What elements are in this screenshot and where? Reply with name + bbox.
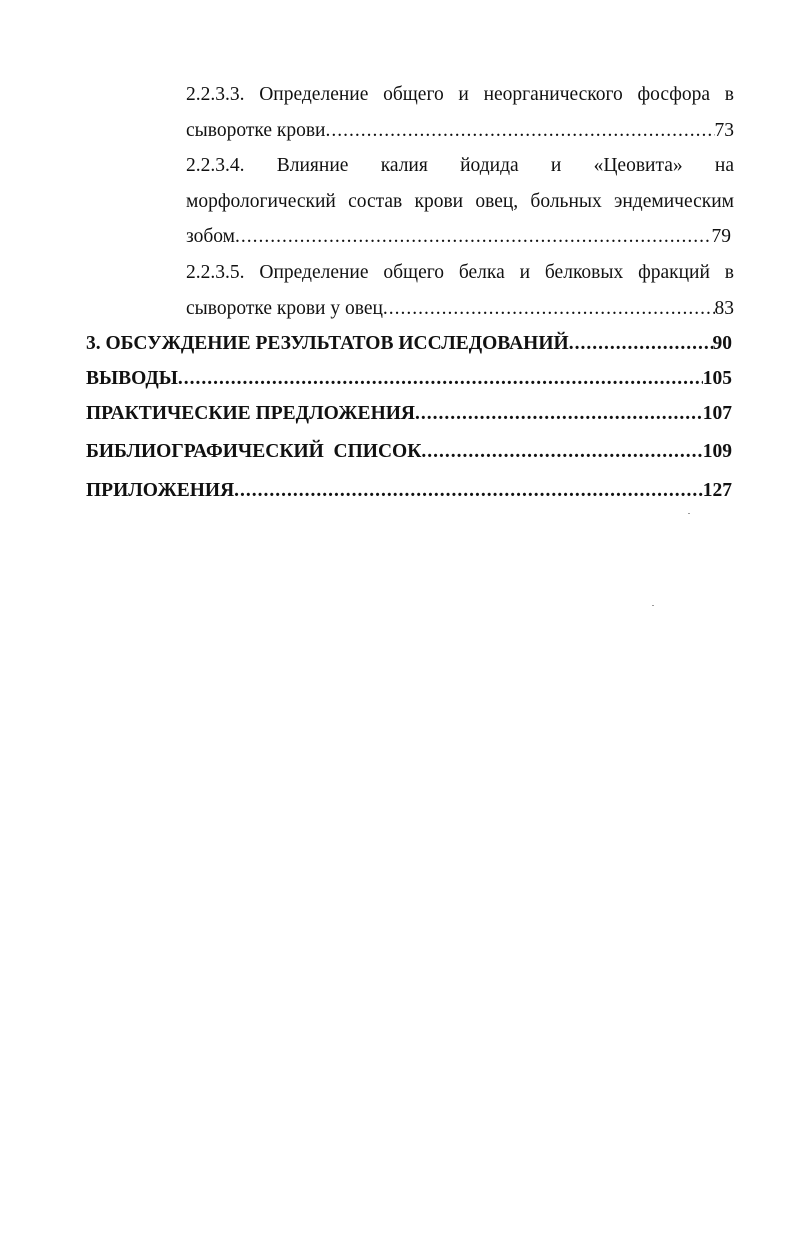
page-number: 107 [702,403,732,424]
dot-leader [234,473,703,509]
dot-leader [325,113,714,149]
scan-speck [688,513,690,514]
dot-leader [178,361,703,397]
toc-entry-title-line: 2.2.3.4. Влияние калия йодида и «Цеовита» на [186,155,734,176]
toc-entry-title-line: сыворотке крови [186,119,326,141]
toc-entry-discussion [86,326,732,362]
toc-entry-leader-line [86,326,732,362]
dot-leader [383,291,715,327]
dot-leader [235,219,712,255]
toc-entry-leader-line [186,219,731,255]
toc-entry-leader-line [86,473,732,509]
toc-entry-appendices [86,473,732,509]
toc-entry-2-2-3-4 [186,148,734,255]
page-number: 79 [711,226,731,247]
toc-entry-title-line: зобом [186,226,235,247]
scan-speck [652,605,654,606]
toc-entry-practical-proposals [86,396,732,432]
toc-entry-leader-line [186,291,734,327]
toc-entry-title: 3. ОБСУЖДЕНИЕ РЕЗУЛЬТАТОВ ИССЛЕДОВАНИЙ [86,333,569,354]
toc-entry-title: ПРИЛОЖЕНИЯ [86,480,235,501]
toc-entry-bibliography [86,434,732,470]
toc-entry-leader-line [86,361,732,397]
toc-entry-2-2-3-3 [186,77,734,148]
toc-entry-title-line: сыворотке крови у овец [186,297,383,319]
page-number: 105 [702,368,732,389]
dot-leader [415,396,703,432]
toc-entry-leader-line [86,396,732,432]
dot-leader [569,326,713,362]
toc-entry-leader-line [86,434,732,470]
page-number: 109 [702,441,732,462]
toc-entry-title-line: 2.2.3.3. Определение общего и неорганического фосфора в [186,84,734,105]
toc-entry-leader-line [186,113,734,149]
toc-entry-conclusions [86,361,732,397]
toc-entry-title: ПРАКТИЧЕСКИЕ ПРЕДЛОЖЕНИЯ [86,403,415,424]
page-number: 127 [702,480,732,501]
page-number: 73 [714,119,734,141]
toc-entry-title-line: морфологический состав крови овец, больных эндемическим [186,190,734,212]
dot-leader [421,434,702,470]
toc-entry-title: ВЫВОДЫ [86,368,178,389]
page-number: 83 [714,297,734,319]
page-number: 90 [712,333,732,354]
toc-entry-2-2-3-5 [186,255,734,326]
toc-entry-title: БИБЛИОГРАФИЧЕСКИЙ СПИСОК [86,441,422,462]
toc-entry-title-line: 2.2.3.5. Определение общего белка и белковых фракций в [186,262,734,283]
